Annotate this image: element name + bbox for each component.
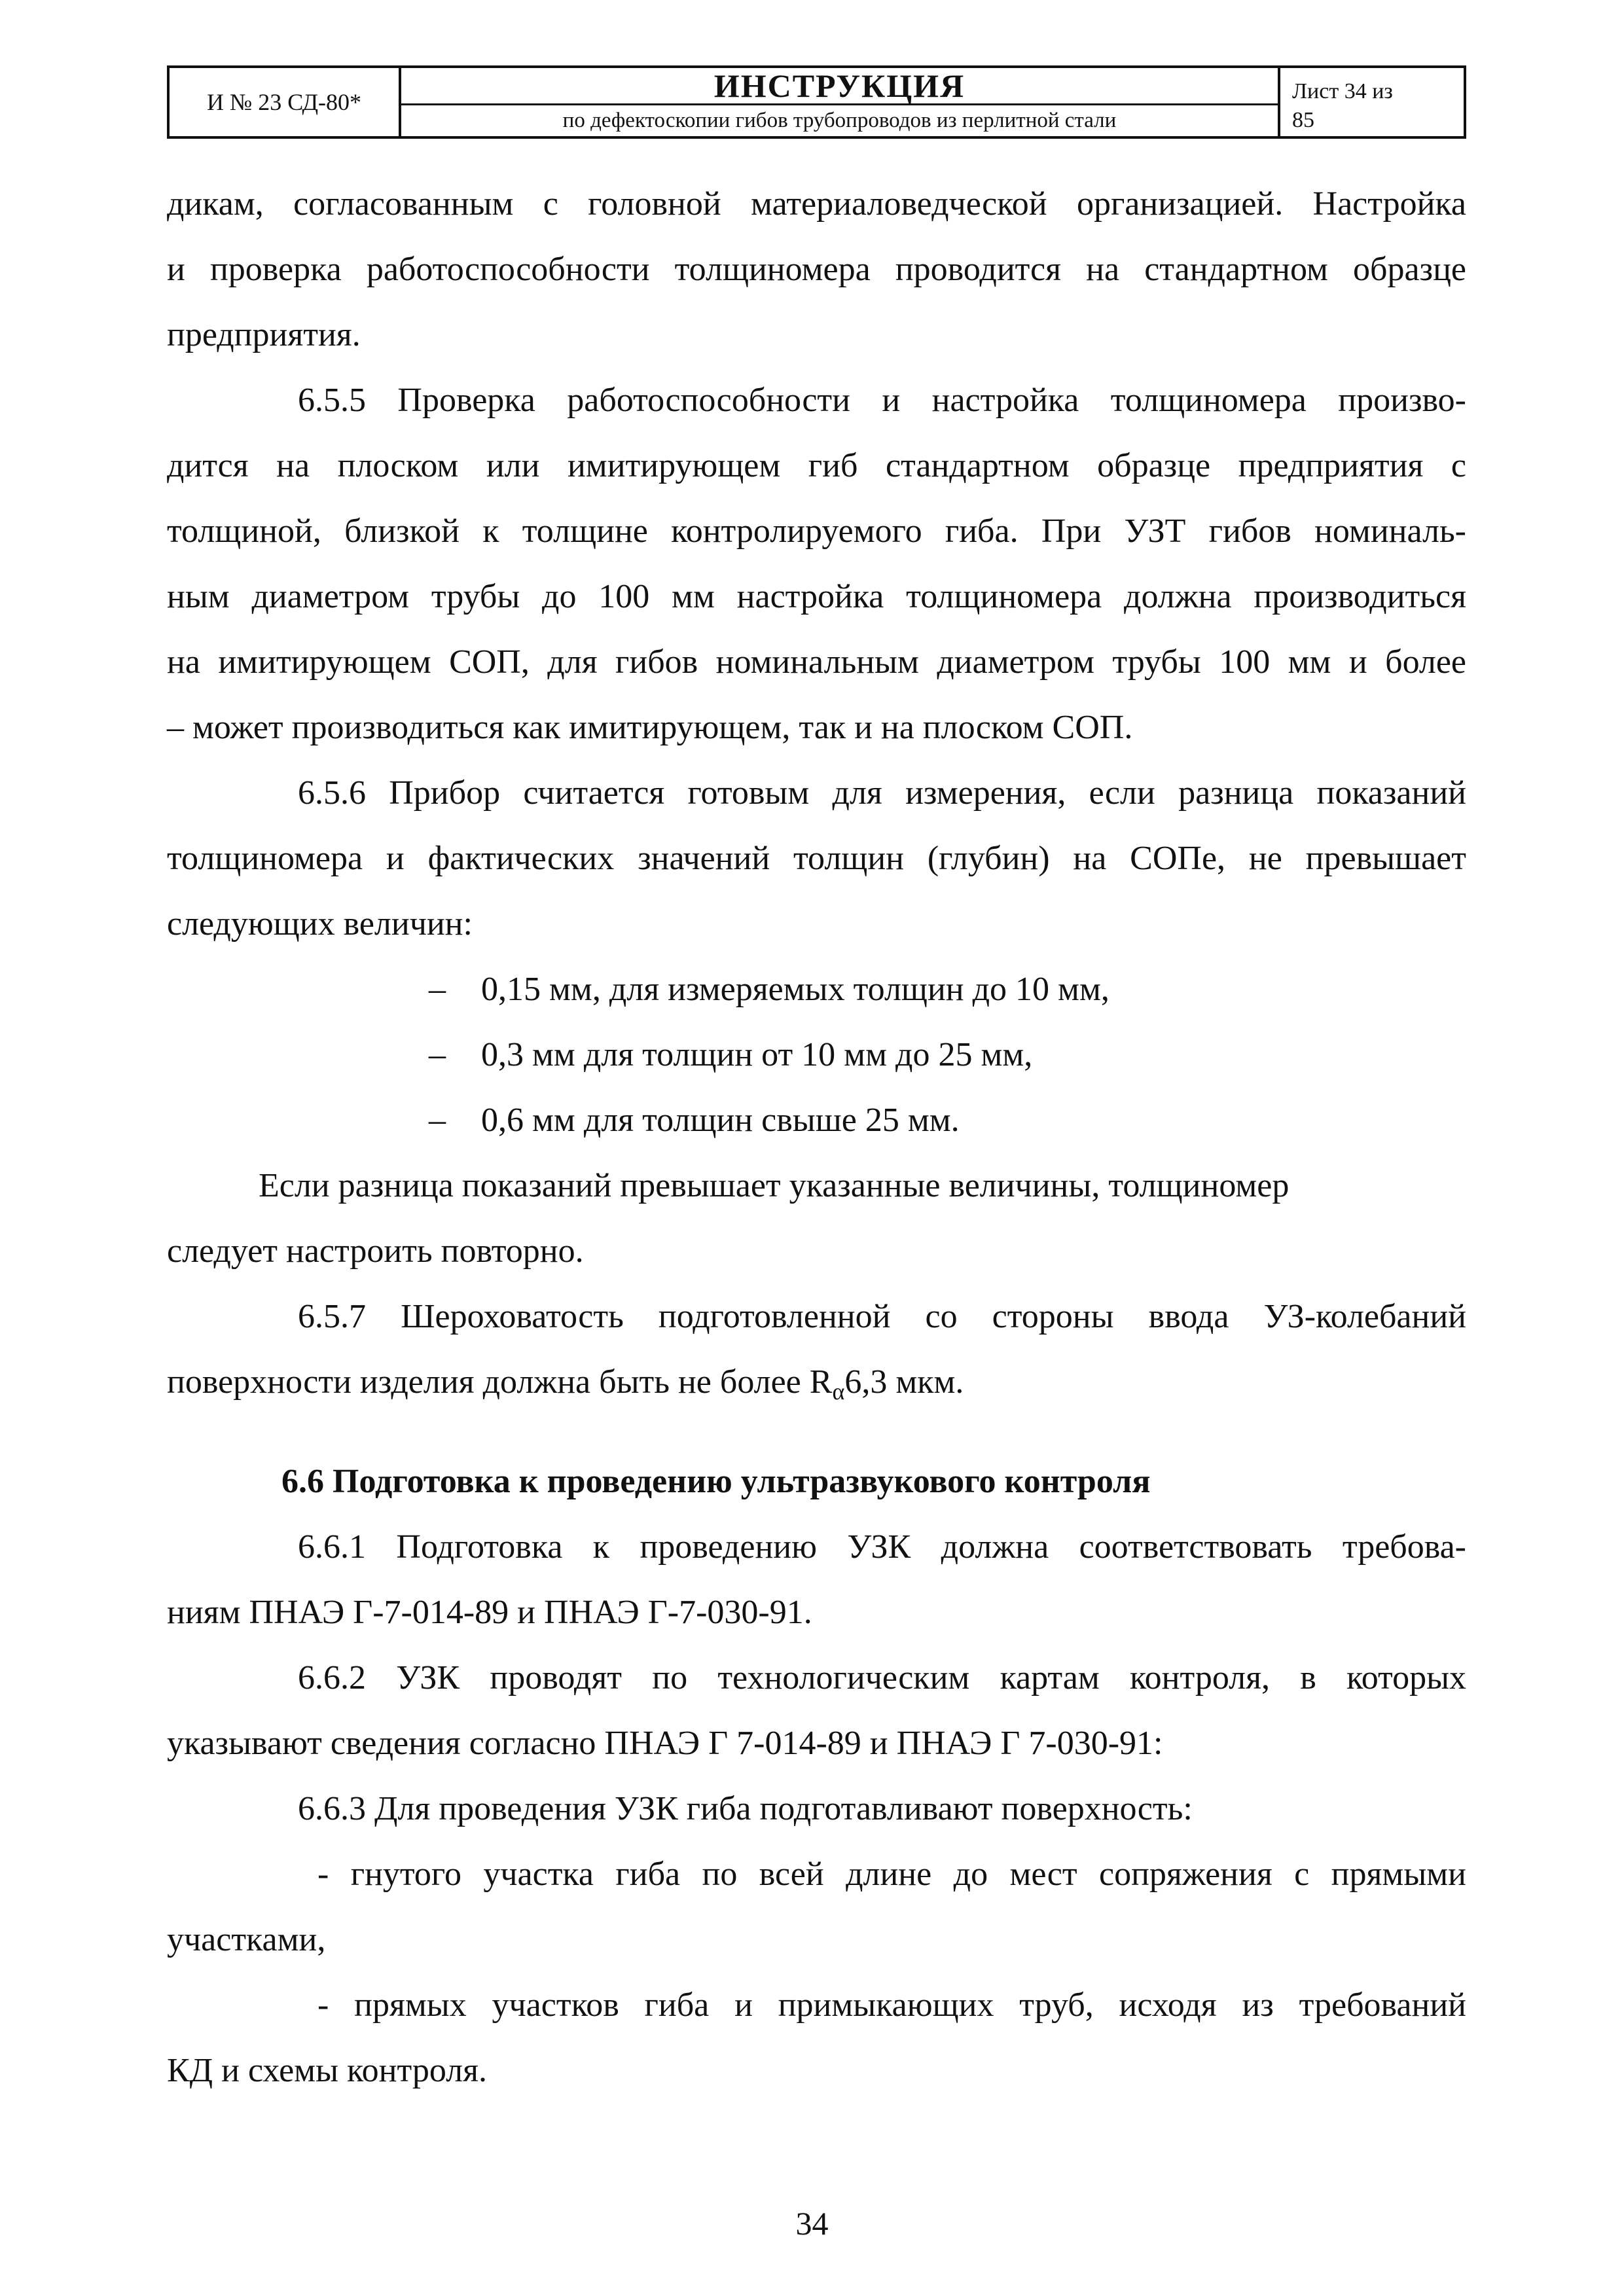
- roughness-subscript: α: [832, 1378, 845, 1405]
- list-item: [167, 957, 1466, 1022]
- paragraph-line: толщиной, близкой к толщине контролируемого гиба. При УЗТ гибов номиналь-: [167, 512, 1466, 550]
- section-heading: 6.6 Подготовка к проведению ультразвукового контроля: [281, 1463, 1151, 1500]
- document-subtitle: по дефектоскопии гибов трубопроводов из перлитной стали: [562, 109, 1117, 132]
- paragraph-line: на имитирующем СОП, для гибов номинальным диаметром трубы 100 мм и более: [167, 643, 1466, 681]
- list-dash: –: [429, 971, 446, 1008]
- paragraph-line: следующих величин:: [167, 905, 473, 942]
- list-item-text: 0,3 мм для толщин от 10 мм до 25 мм,: [481, 1036, 1033, 1073]
- list-item: [167, 1022, 1466, 1088]
- sheet-total: 85: [1292, 108, 1314, 132]
- paragraph-line: - прямых участков гиба и примыкающих труб, исходя из требований: [317, 1986, 1466, 2024]
- document-title: ИНСТРУКЦИЯ: [401, 68, 1278, 105]
- paragraph-line: 6.5.6 Прибор считается готовым для измерения, если разница показаний: [298, 774, 1466, 812]
- paragraph-line: участками,: [167, 1921, 326, 1958]
- paragraph-line: 6.5.7 Шероховатость подготовленной со стороны ввода УЗ-колебаний: [298, 1298, 1466, 1335]
- paragraph-line: указывают сведения согласно ПНАЭ Г 7-014-89 и ПНАЭ Г 7-030-91:: [167, 1725, 1163, 1762]
- paragraph-line: 6.6.3 Для проведения УЗК гиба подготавливают поверхность:: [298, 1790, 1193, 1827]
- paragraph-line: КД и схемы контроля.: [167, 2052, 487, 2089]
- paragraph-line: - гнутого участка гиба по всей длине до мест сопряжения с прямыми: [317, 1856, 1466, 1893]
- list-item-text: 0,6 мм для толщин свыше 25 мм.: [481, 1102, 960, 1139]
- document-id: И № 23 СД-80*: [170, 68, 401, 136]
- paragraph-line: 6.6.2 УЗК проводят по технологическим картам контроля, в которых: [298, 1659, 1466, 1696]
- paragraph-line: ниям ПНАЭ Г-7-014-89 и ПНАЭ Г-7-030-91.: [167, 1594, 812, 1631]
- paragraph-line: [167, 1350, 1466, 1424]
- paragraph-line: и проверка работоспособности толщиномера проводится на стандартном образце: [167, 251, 1466, 288]
- paragraph-line: толщиномера и фактических значений толщин (глубин) на СОПе, не превышает: [167, 840, 1466, 877]
- paragraph-line: ным диаметром трубы до 100 мм настройка толщиномера должна производиться: [167, 578, 1466, 615]
- roughness-text: поверхности изделия должна быть не более R: [167, 1363, 833, 1401]
- list-item-text: 0,15 мм, для измеряемых толщин до 10 мм,: [481, 971, 1110, 1008]
- document-body: [167, 171, 1466, 2104]
- paragraph-line: дится на плоском или имитирующем гиб стандартном образце предприятия с: [167, 447, 1466, 484]
- sheet-info: [1280, 68, 1464, 136]
- paragraph-line: 6.6.1 Подготовка к проведению УЗК должна соответствовать требова-: [298, 1528, 1466, 1566]
- roughness-value: 6,3 мкм.: [844, 1363, 964, 1401]
- list-item: [167, 1088, 1466, 1153]
- list-dash: –: [429, 1102, 446, 1139]
- paragraph-line: дикам, согласованным с головной материаловедческой организацией. Настройка: [167, 185, 1466, 223]
- document-header: [167, 65, 1466, 139]
- page-number: 34: [795, 2205, 829, 2242]
- paragraph-line: Если разница показаний превышает указанные величины, толщиномер: [259, 1167, 1290, 1204]
- paragraph-line: следует настроить повторно.: [167, 1232, 584, 1270]
- list-dash: –: [429, 1036, 446, 1073]
- header-title-block: [401, 68, 1280, 136]
- paragraph-line: предприятия.: [167, 316, 361, 353]
- paragraph-line: – может производиться как имитирующем, так и на плоском СОП.: [167, 709, 1133, 746]
- paragraph-line: 6.5.5 Проверка работоспособности и настройка толщиномера произво-: [298, 382, 1466, 419]
- sheet-label: Лист 34 из: [1292, 79, 1393, 103]
